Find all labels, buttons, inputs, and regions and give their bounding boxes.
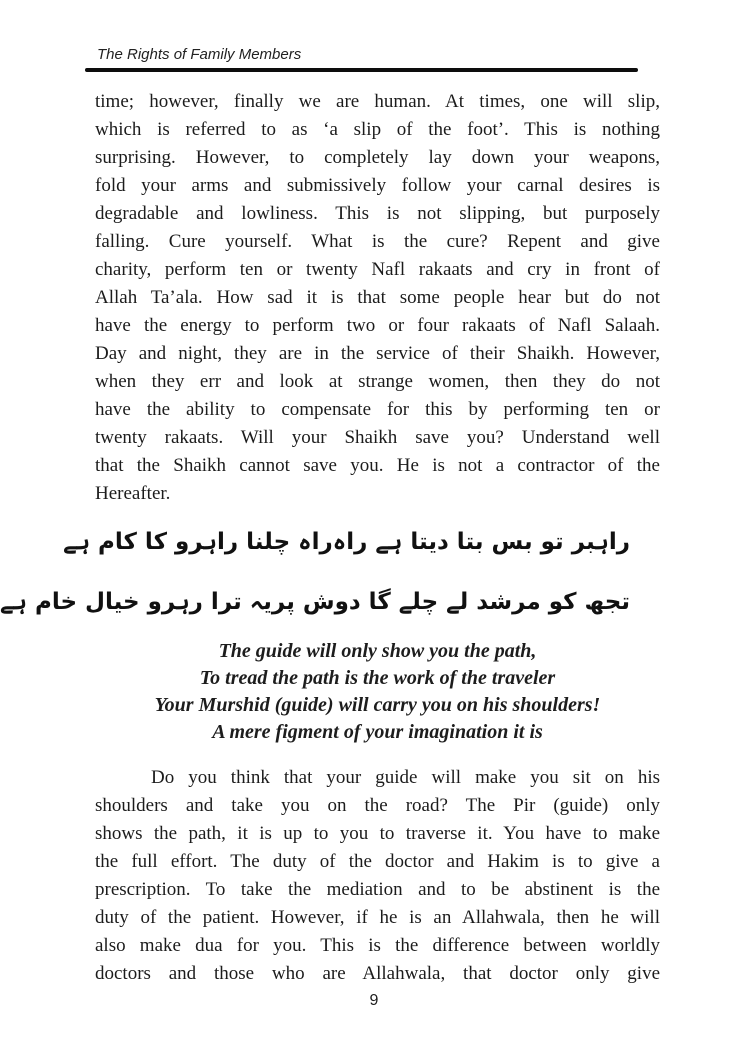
translation-line: A mere figment of your imagination it is	[212, 721, 543, 743]
body-text-line: degradable and lowliness. This is not slipping, but purposely	[95, 203, 660, 224]
urdu-poem	[0, 516, 660, 628]
body-text-line: Do you think that your guide will make you sit on his	[151, 767, 660, 788]
paragraph-1	[95, 88, 660, 508]
urdu-hemistich-1b: راہ چلنا راہرو کا کام ہے	[63, 529, 333, 555]
body-text-line: have the energy to perform two or four rakaats of Nafl Salaah.	[95, 315, 660, 336]
body-text-line: Day and night, they are in the service of their Shaikh. However,	[95, 343, 660, 364]
body-text-line: prescription. To take the mediation and to be abstinent is the	[95, 879, 660, 900]
translation-line: To tread the path is the work of the traveler	[199, 667, 556, 689]
body-text-line: which is referred to as ‘a slip of the foot’. This is nothing	[95, 119, 660, 140]
body-text-line: the full effort. The duty of the doctor and Hakim is to give a	[95, 851, 660, 872]
body-text-line: that the Shaikh cannot save you. He is not a contractor of the	[95, 455, 660, 476]
body-text-line: surprising. However, to completely lay down your weapons,	[95, 147, 660, 168]
urdu-couplet-1	[63, 516, 660, 568]
body-text-line: doctors and those who are Allahwala, that doctor only give	[95, 963, 660, 984]
body-text-line: time; however, finally we are human. At times, one will slip,	[95, 91, 660, 112]
urdu-hemistich-1a: راہبر تو بس بتا دیتا ہے راہ	[332, 529, 630, 555]
body-text-line: duty of the patient. However, if he is an Allahwala, then he will	[95, 907, 660, 928]
body-text-line: Hereafter.	[95, 483, 171, 504]
body-text-line: shoulders and take you on the road? The Pir (guide) only	[95, 795, 660, 816]
body-text-line: also make dua for you. This is the difference between worldly	[95, 935, 660, 956]
paragraph-2	[95, 764, 660, 988]
urdu-couplet-2	[0, 576, 660, 628]
urdu-hemistich-2b: یہ ترا رہرو خیال خام ہے	[0, 589, 272, 615]
page-content	[0, 88, 660, 988]
header-rule	[85, 68, 638, 72]
body-text-line: falling. Cure yourself. What is the cure? Repent and give	[95, 231, 660, 252]
body-text-line: twenty rakaats. Will your Shaikh save you? Understand well	[95, 427, 660, 448]
body-text-line: charity, perform ten or twenty Nafl rakaats and cry in front of	[95, 259, 660, 280]
urdu-hemistich-2a: تجھ کو مرشد لے چلے گا دوش پر	[271, 589, 630, 615]
body-text-line: when they err and look at strange women, then they do not	[95, 371, 660, 392]
page-number: 9	[369, 992, 379, 1009]
body-text-line: shows the path, it is up to you to traverse it. You have to make	[95, 823, 660, 844]
translation-line: Your Murshid (guide) will carry you on his shoulders!	[154, 694, 601, 716]
body-text-line: have the ability to compensate for this by performing ten or	[95, 399, 660, 420]
body-text-line: Allah Ta’ala. How sad it is that some people hear but do not	[95, 287, 660, 308]
body-text-line: fold your arms and submissively follow your carnal desires is	[95, 175, 660, 196]
running-header-title: The Rights of Family Members	[97, 46, 302, 63]
translation-line: The guide will only show you the path,	[218, 640, 537, 662]
poem-translation	[95, 638, 660, 746]
